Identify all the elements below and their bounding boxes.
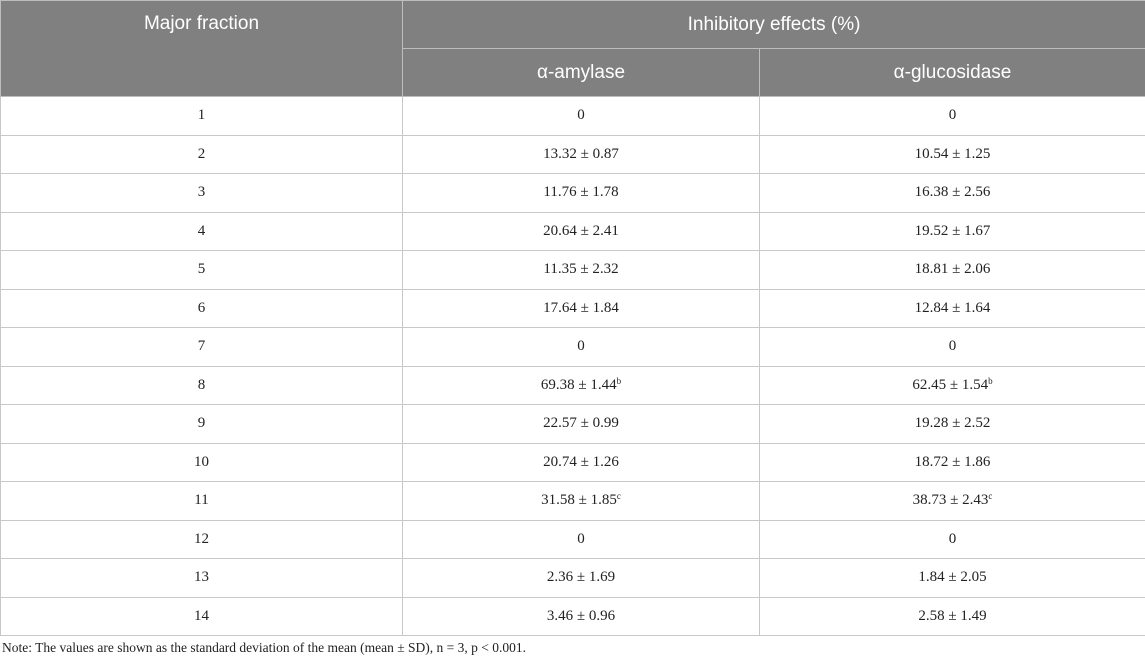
table-row bbox=[1, 559, 1145, 598]
table-row bbox=[1, 520, 1145, 559]
fraction-cell bbox=[1, 482, 403, 521]
glucosidase-cell-value: 0 bbox=[948, 530, 957, 547]
fraction-cell-value: 5 bbox=[197, 261, 206, 278]
table-header bbox=[1, 1, 1145, 97]
header-alpha-amylase: α-amylase bbox=[403, 49, 760, 97]
amylase-cell bbox=[403, 97, 760, 136]
fraction-cell-value: 13 bbox=[194, 569, 209, 586]
glucosidase-cell-value: 19.28 ± 2.52 bbox=[914, 415, 991, 432]
glucosidase-cell bbox=[760, 366, 1145, 405]
fraction-cell bbox=[1, 135, 403, 174]
fraction-cell-value: 4 bbox=[197, 222, 206, 239]
glucosidase-cell-value: 2.58 ± 1.49 bbox=[918, 607, 987, 624]
fraction-cell bbox=[1, 366, 403, 405]
amylase-cell-value: 11.76 ± 1.78 bbox=[543, 184, 619, 201]
table-row bbox=[1, 135, 1145, 174]
glucosidase-cell bbox=[760, 212, 1145, 251]
table-row bbox=[1, 405, 1145, 444]
fraction-cell bbox=[1, 289, 403, 328]
table-row bbox=[1, 597, 1145, 636]
significance-superscript: c bbox=[616, 491, 621, 502]
significance-superscript: b bbox=[616, 375, 622, 386]
fraction-cell bbox=[1, 97, 403, 136]
fraction-cell-value: 14 bbox=[194, 607, 209, 624]
fraction-cell-value: 11 bbox=[194, 492, 209, 509]
glucosidase-cell-value: 18.81 ± 2.06 bbox=[914, 261, 991, 278]
glucosidase-cell bbox=[760, 174, 1145, 213]
glucosidase-cell bbox=[760, 482, 1145, 521]
amylase-cell bbox=[403, 289, 760, 328]
amylase-cell bbox=[403, 328, 760, 367]
table-note: Note: The values are shown as the standard deviation of the mean (mean ± SD), n = 3, p < 0.001. bbox=[2, 640, 527, 655]
fraction-cell-value: 6 bbox=[197, 299, 206, 316]
fraction-cell bbox=[1, 559, 403, 598]
fraction-cell-value: 3 bbox=[197, 184, 206, 201]
glucosidase-cell bbox=[760, 328, 1145, 367]
glucosidase-cell bbox=[760, 520, 1145, 559]
fraction-cell bbox=[1, 174, 403, 213]
glucosidase-cell-value: 12.84 ± 1.64 bbox=[914, 299, 991, 316]
glucosidase-cell-value: 16.38 ± 2.56 bbox=[914, 184, 991, 201]
amylase-cell-value: 3.46 ± 0.96 bbox=[546, 607, 616, 624]
fraction-cell-value: 9 bbox=[197, 415, 206, 432]
table-row bbox=[1, 482, 1145, 521]
table-row bbox=[1, 251, 1145, 290]
fraction-cell-value: 10 bbox=[194, 453, 209, 470]
glucosidase-cell-value: 0 bbox=[948, 338, 957, 355]
glucosidase-cell-value: 19.52 ± 1.67 bbox=[914, 222, 991, 239]
amylase-cell bbox=[403, 597, 760, 636]
glucosidase-cell bbox=[760, 289, 1145, 328]
glucosidase-cell bbox=[760, 597, 1145, 636]
fraction-cell-value: 1 bbox=[197, 107, 206, 124]
amylase-cell-value: 0 bbox=[577, 338, 585, 355]
glucosidase-cell bbox=[760, 135, 1145, 174]
table-row bbox=[1, 174, 1145, 213]
fraction-cell bbox=[1, 251, 403, 290]
table-row bbox=[1, 97, 1145, 136]
amylase-cell-value: 31.58 ± 1.85 bbox=[541, 492, 617, 509]
amylase-cell-value: 17.64 ± 1.84 bbox=[543, 299, 619, 316]
amylase-cell bbox=[403, 405, 760, 444]
table-row bbox=[1, 212, 1145, 251]
glucosidase-cell-value: 38.73 ± 2.43 bbox=[912, 492, 989, 509]
amylase-cell bbox=[403, 212, 760, 251]
glucosidase-cell-value: 62.45 ± 1.54 bbox=[912, 376, 989, 393]
significance-superscript: c bbox=[988, 491, 993, 502]
amylase-cell bbox=[403, 520, 760, 559]
amylase-cell-value: 0 bbox=[577, 107, 585, 124]
fraction-cell bbox=[1, 405, 403, 444]
glucosidase-cell bbox=[760, 97, 1145, 136]
fraction-cell-value: 8 bbox=[197, 376, 206, 393]
table-row bbox=[1, 443, 1145, 482]
amylase-cell bbox=[403, 366, 760, 405]
amylase-cell bbox=[403, 251, 760, 290]
amylase-cell bbox=[403, 443, 760, 482]
amylase-cell-value: 20.74 ± 1.26 bbox=[543, 453, 619, 470]
fraction-cell-value: 2 bbox=[197, 145, 206, 162]
glucosidase-cell bbox=[760, 405, 1145, 444]
glucosidase-cell-value: 10.54 ± 1.25 bbox=[914, 145, 991, 162]
amylase-cell-value: 20.64 ± 2.41 bbox=[543, 222, 619, 239]
glucosidase-cell bbox=[760, 559, 1145, 598]
fraction-cell bbox=[1, 212, 403, 251]
amylase-cell bbox=[403, 174, 760, 213]
glucosidase-cell bbox=[760, 443, 1145, 482]
fraction-cell-value: 12 bbox=[194, 530, 209, 547]
header-inhibitory-effects: Inhibitory effects (%) bbox=[403, 1, 1145, 49]
amylase-cell bbox=[403, 482, 760, 521]
significance-superscript: b bbox=[988, 375, 993, 386]
header-major-fraction: Major fraction bbox=[1, 1, 403, 97]
glucosidase-cell-value: 18.72 ± 1.86 bbox=[914, 453, 991, 470]
amylase-cell-value: 11.35 ± 2.32 bbox=[543, 261, 619, 278]
fraction-cell-value: 7 bbox=[197, 338, 206, 355]
table-row bbox=[1, 366, 1145, 405]
table-row bbox=[1, 289, 1145, 328]
amylase-cell bbox=[403, 559, 760, 598]
amylase-cell-value: 2.36 ± 1.69 bbox=[546, 569, 616, 586]
table-body bbox=[1, 97, 1145, 636]
amylase-cell-value: 69.38 ± 1.44 bbox=[540, 376, 617, 393]
amylase-cell-value: 13.32 ± 0.87 bbox=[543, 145, 619, 162]
glucosidase-cell-value: 0 bbox=[948, 107, 957, 124]
glucosidase-cell bbox=[760, 251, 1145, 290]
amylase-cell-value: 22.57 ± 0.99 bbox=[543, 415, 619, 432]
fraction-cell bbox=[1, 597, 403, 636]
fraction-cell bbox=[1, 443, 403, 482]
table-row bbox=[1, 328, 1145, 367]
amylase-cell-value: 0 bbox=[577, 530, 585, 547]
glucosidase-cell-value: 1.84 ± 2.05 bbox=[918, 569, 987, 586]
fraction-cell bbox=[1, 328, 403, 367]
header-alpha-glucosidase: α-glucosidase bbox=[760, 49, 1145, 97]
fraction-cell bbox=[1, 520, 403, 559]
amylase-cell bbox=[403, 135, 760, 174]
